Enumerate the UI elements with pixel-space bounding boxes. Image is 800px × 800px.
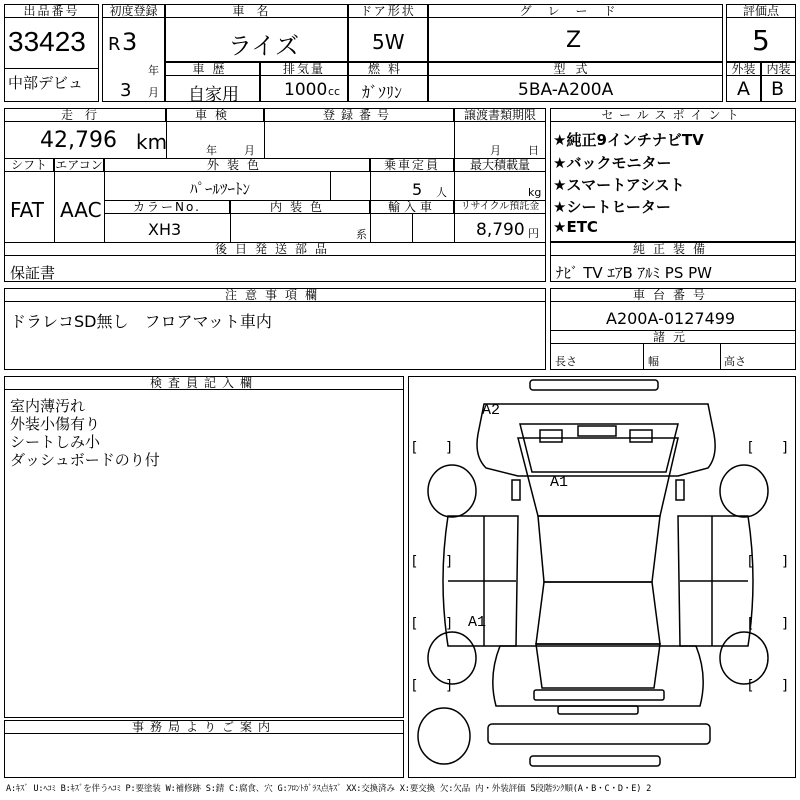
sales-label: セールスポイント xyxy=(550,108,796,122)
model-value: 5BA-A200A xyxy=(518,80,614,100)
capacity-unit: 人 xyxy=(436,186,447,199)
equipment-label: 純正装備 xyxy=(550,242,796,256)
svg-text:]: ] xyxy=(446,678,452,694)
mileage-value: 42,796 xyxy=(40,128,117,153)
insp-year-unit: 年 xyxy=(206,144,217,157)
inspector-line: シートしみ小 xyxy=(10,433,101,451)
height-label: 高さ xyxy=(724,355,746,368)
color-label: 外装色 xyxy=(104,158,370,172)
import-label: 輸入車 xyxy=(370,200,454,214)
door-value: 5W xyxy=(372,30,405,54)
width-label: 幅 xyxy=(648,355,659,368)
svg-text:]: ] xyxy=(782,440,788,456)
load-unit: kg xyxy=(528,186,542,199)
fuel-value: ｶﾞｿﾘﾝ xyxy=(362,83,403,102)
history-label: 車歴 xyxy=(165,62,260,76)
capacity-label: 乗車定員 xyxy=(370,158,454,172)
int-label: 内装 xyxy=(761,62,796,76)
ac-value: AAC xyxy=(60,198,102,222)
mileage-unit: km xyxy=(136,130,168,154)
disp-label: 排気量 xyxy=(260,62,348,76)
sales-item: ★バックモニター xyxy=(553,154,672,172)
history-value: 自家用 xyxy=(188,85,239,105)
color-no-label: カラーNo. xyxy=(104,200,230,214)
later-value: 保証書 xyxy=(10,264,56,282)
sales-item: ★純正9インチナビTV xyxy=(553,131,704,149)
int-color-label: 内装色 xyxy=(230,200,370,214)
insp-month-unit: 月 xyxy=(244,144,255,157)
shift-label: シフト xyxy=(4,158,54,172)
later-label: 後日発送部品 xyxy=(4,242,546,256)
length-label: 長さ xyxy=(555,355,577,368)
equipment-value: ﾅﾋﾞ TV ｴｱB ｱﾙﾐ PS PW xyxy=(556,264,712,282)
svg-text:[: [ xyxy=(748,554,754,570)
inspector-label: 検査員記入欄 xyxy=(4,376,404,390)
name-label: 車名 xyxy=(165,4,348,18)
recycle-value: 8,790 xyxy=(476,220,525,240)
door-label: ドア形状 xyxy=(348,4,428,18)
svg-text:[: [ xyxy=(412,554,418,570)
reg-era: R xyxy=(108,34,121,55)
tr-month-unit: 月 xyxy=(490,144,501,157)
svg-text:[: [ xyxy=(412,678,418,694)
inspector-line: 外装小傷有り xyxy=(10,415,101,433)
transfer-label: 譲渡書類期限 xyxy=(454,108,546,122)
svg-text:]: ] xyxy=(782,554,788,570)
car-name: ライズ xyxy=(228,32,300,60)
load-label: 最大積載量 xyxy=(454,158,546,172)
svg-text:[: [ xyxy=(748,616,754,632)
recycle-unit: 円 xyxy=(528,227,539,240)
ext-label: 外装 xyxy=(726,62,761,76)
fuel-label: 燃料 xyxy=(348,62,428,76)
capacity-value: 5 xyxy=(412,180,423,199)
notes-label: 注意事項欄 xyxy=(4,288,546,302)
lot-number: 33423 xyxy=(8,26,86,57)
color-no-value: XH3 xyxy=(148,220,182,239)
ac-label: エアコン xyxy=(55,158,103,172)
sales-item: ★スマートアシスト xyxy=(553,176,685,194)
displacement: 1000 xyxy=(284,80,328,100)
damage-mark: A1 xyxy=(468,614,487,631)
recycle-label: リサイクル預託金 xyxy=(454,200,546,214)
mileage-label: 走行 xyxy=(4,108,166,122)
grade-value: Z xyxy=(566,28,582,53)
svg-text:]: ] xyxy=(446,554,452,570)
inspection-label: 車検 xyxy=(166,108,264,122)
svg-text:[: [ xyxy=(412,440,418,456)
model-label: 型式 xyxy=(428,62,723,76)
svg-text:[: [ xyxy=(748,440,754,456)
reg-label: 初度登録 xyxy=(102,4,165,18)
reg-month: 3 xyxy=(120,80,132,101)
int-grade: B xyxy=(771,78,785,100)
chassis-label: 車台番号 xyxy=(550,288,796,302)
shift-value: FAT xyxy=(10,198,45,222)
svg-text:]: ] xyxy=(782,678,788,694)
damage-mark: A1 xyxy=(550,474,569,491)
sales-item: ★ETC xyxy=(553,218,598,236)
inspector-line: ダッシュボードのり付 xyxy=(10,451,160,469)
grade-label: グレード xyxy=(428,4,723,18)
car-diagram-svg xyxy=(408,376,796,778)
sales-item: ★シートヒーター xyxy=(553,198,671,216)
lot-label: 出品番号 xyxy=(4,4,99,18)
reg-year: 3 xyxy=(122,28,138,56)
legend: A:ｷｽﾞ U:ﾍｺﾐ B:ｷｽﾞを伴うﾍｺﾐ P:要塗装 W:補修跡 S:錆 C:腐食、穴 G:ﾌﾛﾝﾄｶﾞﾗｽ点ｷｽﾞ XX:交換済み X:要交換 欠:欠品 内・外装評価 5段階ﾗﾝｸ順(A・B・C・D・E) 2 xyxy=(6,784,652,794)
office-label: 事務局よりご案内 xyxy=(4,720,404,734)
damage-mark: A2 xyxy=(482,402,501,419)
svg-text:]: ] xyxy=(446,440,452,456)
svg-text:[: [ xyxy=(412,616,418,632)
chassis-value: A200A-0127499 xyxy=(606,309,736,328)
ext-grade: A xyxy=(737,78,750,100)
month-unit: 月 xyxy=(148,86,159,99)
inspector-line: 室内薄汚れ xyxy=(10,397,86,415)
year-unit: 年 xyxy=(148,64,159,77)
color-value: ﾊﾟｰﾙﾂｰﾄﾝ xyxy=(190,180,251,198)
svg-text:]: ] xyxy=(782,616,788,632)
int-color-unit: 系 xyxy=(356,228,367,241)
svg-text:[: [ xyxy=(748,678,754,694)
venue: 中部デビュ xyxy=(8,74,84,92)
dims-label: 諸元 xyxy=(550,330,796,344)
disp-unit: cc xyxy=(328,85,341,98)
notes-value: ドラレコSD無し フロアマット車内 xyxy=(10,312,272,331)
plate-label: 登録番号 xyxy=(264,108,454,122)
svg-text:]: ] xyxy=(446,616,452,632)
score-value: 5 xyxy=(752,24,770,57)
score-label: 評価点 xyxy=(726,4,796,18)
tr-day-unit: 日 xyxy=(528,144,539,157)
